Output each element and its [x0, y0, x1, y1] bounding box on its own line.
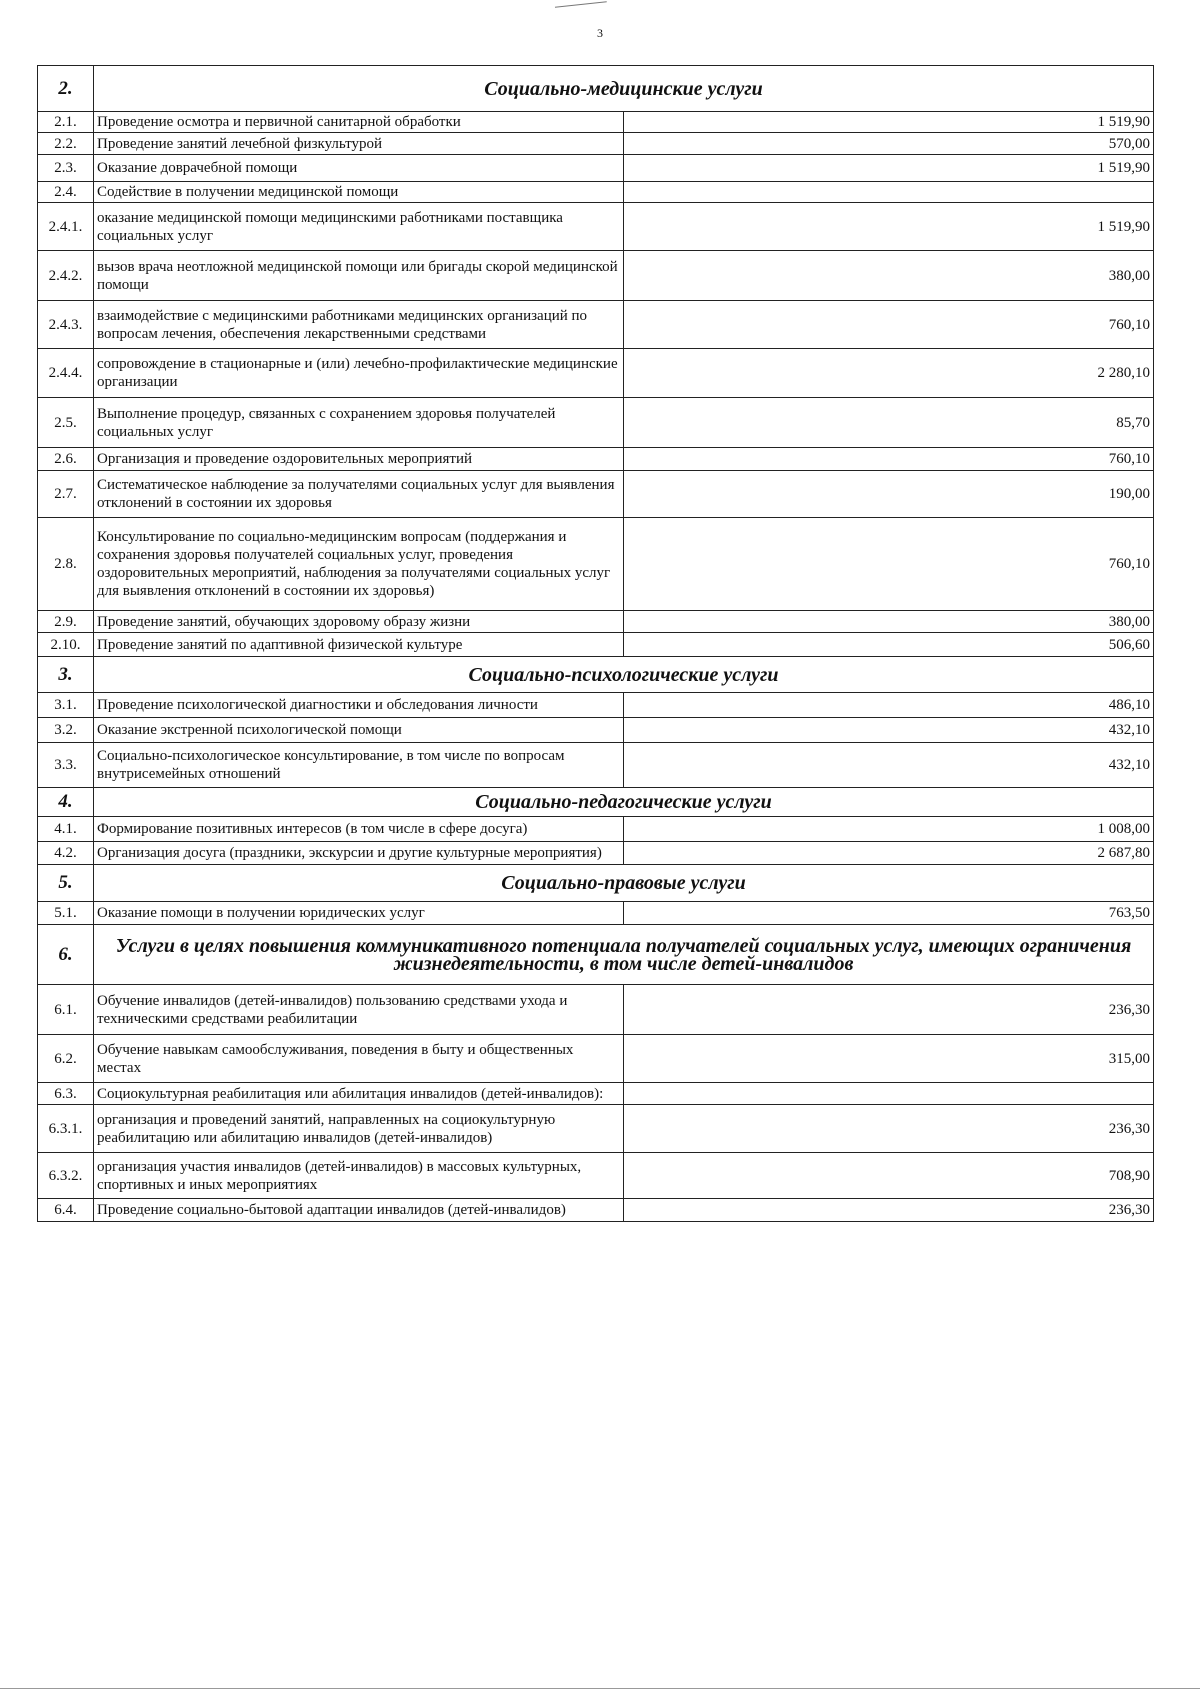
- service-row: [38, 743, 1154, 788]
- service-price: 760,10: [624, 448, 1154, 471]
- service-name: Обучение инвалидов (детей-инвалидов) пользованию средствами ухода и техническими средствами реабилитации: [94, 985, 624, 1035]
- service-name: Оказание доврачебной помощи: [94, 155, 624, 182]
- section-number: 3.: [38, 657, 94, 693]
- service-price: 570,00: [624, 133, 1154, 155]
- service-price: [624, 182, 1154, 203]
- service-row: [38, 349, 1154, 398]
- service-row: [38, 1153, 1154, 1199]
- service-price: 380,00: [624, 251, 1154, 301]
- service-price: 190,00: [624, 471, 1154, 518]
- service-price: 85,70: [624, 398, 1154, 448]
- service-name: Проведение социально-бытовой адаптации инвалидов (детей-инвалидов): [94, 1199, 624, 1222]
- service-row: [38, 301, 1154, 349]
- service-price: 1 519,90: [624, 112, 1154, 133]
- section-header-row: [38, 788, 1154, 817]
- service-name: Проведение занятий по адаптивной физической культуре: [94, 633, 624, 657]
- service-price: 760,10: [624, 301, 1154, 349]
- section-number: 6.: [38, 925, 94, 985]
- service-row: [38, 842, 1154, 865]
- service-price: 1 519,90: [624, 203, 1154, 251]
- service-row: [38, 518, 1154, 611]
- service-number: 3.1.: [38, 693, 94, 718]
- service-row: [38, 203, 1154, 251]
- service-name: оказание медицинской помощи медицинскими работниками поставщика социальных услуг: [94, 203, 624, 251]
- service-row: [38, 817, 1154, 842]
- service-price: 708,90: [624, 1153, 1154, 1199]
- service-number: 6.3.: [38, 1083, 94, 1105]
- service-name: вызов врача неотложной медицинской помощи или бригады скорой медицинской помощи: [94, 251, 624, 301]
- service-name: Организация досуга (праздники, экскурсии и другие культурные мероприятия): [94, 842, 624, 865]
- service-row: [38, 112, 1154, 133]
- section-header-row: [38, 865, 1154, 902]
- service-row: [38, 251, 1154, 301]
- service-number: 2.1.: [38, 112, 94, 133]
- service-name: Систематическое наблюдение за получателями социальных услуг для выявления отклонений в состоянии их здоровья: [94, 471, 624, 518]
- section-title: Социально-педагогические услуги: [94, 788, 1154, 817]
- service-name: Проведение психологической диагностики и обследования личности: [94, 693, 624, 718]
- service-name: Формирование позитивных интересов (в том числе в сфере досуга): [94, 817, 624, 842]
- service-name: Обучение навыкам самообслуживания, поведения в быту и общественных местах: [94, 1035, 624, 1083]
- service-number: 6.3.2.: [38, 1153, 94, 1199]
- services-price-table: [37, 65, 1154, 1222]
- service-number: 2.3.: [38, 155, 94, 182]
- service-name: Проведение осмотра и первичной санитарной обработки: [94, 112, 624, 133]
- section-title: Социально-правовые услуги: [94, 865, 1154, 902]
- service-name: организация и проведений занятий, направленных на социокультурную реабилитацию или абилитацию инвалидов (детей-инвалидов): [94, 1105, 624, 1153]
- service-name: Организация и проведение оздоровительных мероприятий: [94, 448, 624, 471]
- section-number: 5.: [38, 865, 94, 902]
- service-price: 236,30: [624, 1199, 1154, 1222]
- service-name: Оказание экстренной психологической помощи: [94, 718, 624, 743]
- service-row: [38, 611, 1154, 633]
- service-number: 6.4.: [38, 1199, 94, 1222]
- service-price: 236,30: [624, 985, 1154, 1035]
- service-row: [38, 1105, 1154, 1153]
- service-number: 2.10.: [38, 633, 94, 657]
- service-number: 3.2.: [38, 718, 94, 743]
- section-title: Услуги в целях повышения коммуникативного потенциала получателей социальных услуг, имеющих ограничения жизнедеятельности, в том числе детей-инвалидов: [94, 925, 1154, 985]
- service-price: 506,60: [624, 633, 1154, 657]
- section-number: 2.: [38, 66, 94, 112]
- service-row: [38, 1083, 1154, 1105]
- service-price: 315,00: [624, 1035, 1154, 1083]
- service-row: [38, 448, 1154, 471]
- service-row: [38, 693, 1154, 718]
- page-number: 3: [597, 26, 603, 40]
- service-price: 380,00: [624, 611, 1154, 633]
- section-title: Социально-психологические услуги: [94, 657, 1154, 693]
- service-row: [38, 1199, 1154, 1222]
- service-number: 4.2.: [38, 842, 94, 865]
- service-price: 486,10: [624, 693, 1154, 718]
- service-price: 1 008,00: [624, 817, 1154, 842]
- service-number: 2.4.: [38, 182, 94, 203]
- service-number: 6.2.: [38, 1035, 94, 1083]
- service-price: 763,50: [624, 902, 1154, 925]
- service-name: Содействие в получении медицинской помощи: [94, 182, 624, 203]
- service-name: Проведение занятий, обучающих здоровому образу жизни: [94, 611, 624, 633]
- service-price: 760,10: [624, 518, 1154, 611]
- service-name: Консультирование по социально-медицинским вопросам (поддержания и сохранения здоровья получателей социальных услуг, проведения оздоровительных мероприятий, наблюдения за получателями социальных услуг для выявления отклонений в состоянии их здоровья): [94, 518, 624, 611]
- service-number: 2.9.: [38, 611, 94, 633]
- service-name: взаимодействие с медицинскими работниками медицинских организаций по вопросам лечения, обеспечения лекарственными средствами: [94, 301, 624, 349]
- service-number: 4.1.: [38, 817, 94, 842]
- service-row: [38, 133, 1154, 155]
- service-name: организация участия инвалидов (детей-инвалидов) в массовых культурных, спортивных и иных мероприятиях: [94, 1153, 624, 1199]
- service-price: 1 519,90: [624, 155, 1154, 182]
- service-row: [38, 985, 1154, 1035]
- service-row: [38, 902, 1154, 925]
- service-row: [38, 398, 1154, 448]
- service-price: 2 687,80: [624, 842, 1154, 865]
- service-number: 2.4.2.: [38, 251, 94, 301]
- service-row: [38, 182, 1154, 203]
- section-title: Социально-медицинские услуги: [94, 66, 1154, 112]
- service-number: 6.3.1.: [38, 1105, 94, 1153]
- service-name: Проведение занятий лечебной физкультурой: [94, 133, 624, 155]
- service-row: [38, 633, 1154, 657]
- scan-mark: [555, 1, 607, 10]
- service-price: 432,10: [624, 743, 1154, 788]
- section-header-row: [38, 66, 1154, 112]
- service-name: Оказание помощи в получении юридических услуг: [94, 902, 624, 925]
- service-price: 432,10: [624, 718, 1154, 743]
- service-row: [38, 155, 1154, 182]
- service-name: Социально-психологическое консультирование, в том числе по вопросам внутрисемейных отношений: [94, 743, 624, 788]
- section-number: 4.: [38, 788, 94, 817]
- service-row: [38, 1035, 1154, 1083]
- service-price: [624, 1083, 1154, 1105]
- service-number: 2.5.: [38, 398, 94, 448]
- service-number: 6.1.: [38, 985, 94, 1035]
- service-number: 2.4.1.: [38, 203, 94, 251]
- service-number: 2.2.: [38, 133, 94, 155]
- service-name: Выполнение процедур, связанных с сохранением здоровья получателей социальных услуг: [94, 398, 624, 448]
- section-header-row: [38, 657, 1154, 693]
- service-number: 5.1.: [38, 902, 94, 925]
- service-name: Социокультурная реабилитация или абилитация инвалидов (детей-инвалидов):: [94, 1083, 624, 1105]
- service-price: 236,30: [624, 1105, 1154, 1153]
- section-header-row: [38, 925, 1154, 985]
- service-price: 2 280,10: [624, 349, 1154, 398]
- page-bottom-edge: [0, 1688, 1200, 1689]
- service-number: 2.8.: [38, 518, 94, 611]
- service-row: [38, 718, 1154, 743]
- service-number: 2.6.: [38, 448, 94, 471]
- service-name: сопровождение в стационарные и (или) лечебно-профилактические медицинские организации: [94, 349, 624, 398]
- service-number: 2.4.4.: [38, 349, 94, 398]
- service-number: 2.7.: [38, 471, 94, 518]
- service-row: [38, 471, 1154, 518]
- service-number: 3.3.: [38, 743, 94, 788]
- service-number: 2.4.3.: [38, 301, 94, 349]
